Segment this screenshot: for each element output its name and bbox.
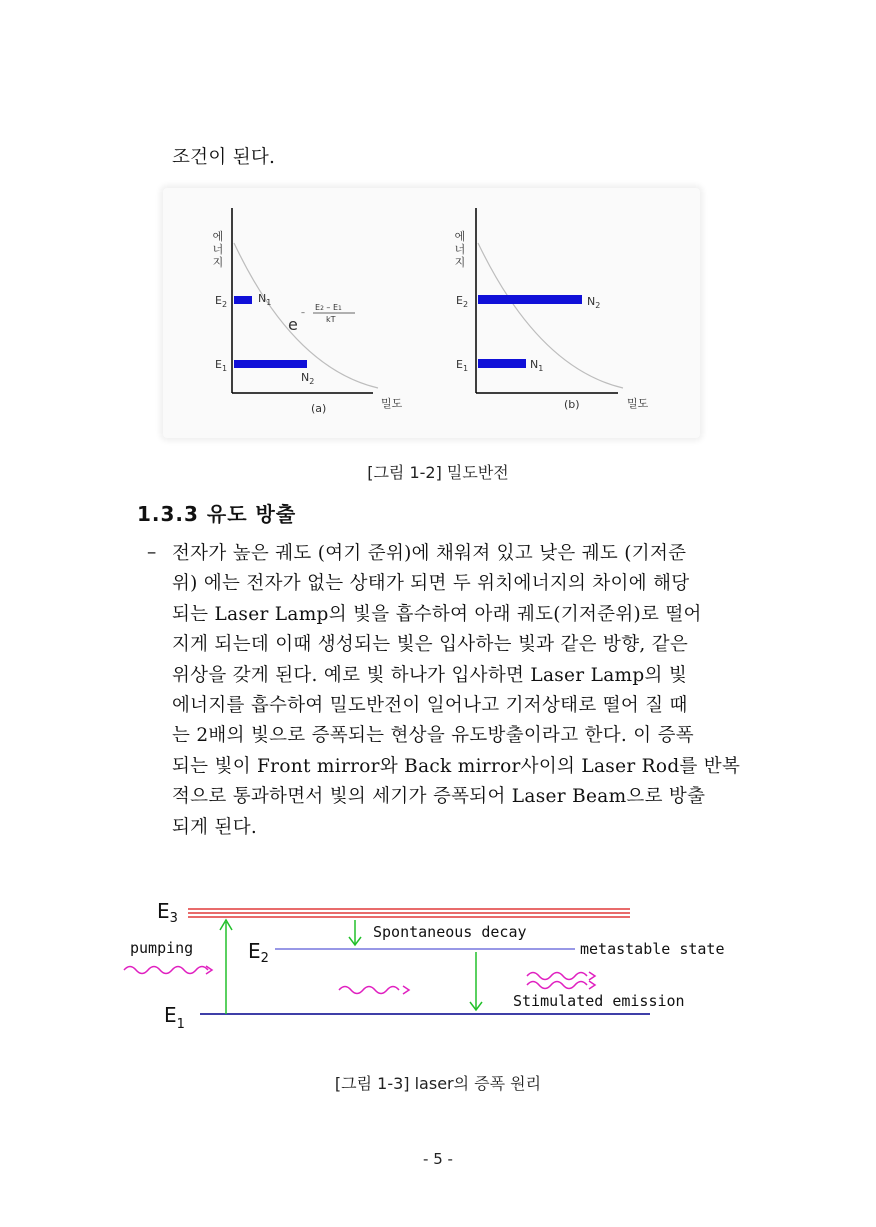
paragraph-line: 지게 되는데 이때 생성되는 빛은 입사하는 빛과 같은 방향, 같은 <box>172 634 689 656</box>
panel-b-energy-label-3: 지 <box>454 256 466 269</box>
panel-b-x-axis-label: 밀도 <box>627 397 649 410</box>
paragraph-line: 위) 에는 전자가 없는 상태가 되면 두 위치에너지의 차이에 해당 <box>172 573 690 595</box>
e1-label: $E_1$ <box>164 1003 185 1032</box>
figure-density-inversion <box>163 188 700 438</box>
panel-a-formula-e: e <box>288 315 298 334</box>
laser-amplification-diagram <box>120 890 760 1040</box>
paragraph-line: 는 2배의 빛으로 증폭되는 현상을 유도방출이라고 한다. 이 증폭 <box>172 725 694 747</box>
e2-label: $E_2$ <box>248 939 269 966</box>
paragraph-line: 되게 된다. <box>172 816 258 838</box>
incoming-photon-arrowhead <box>403 986 409 994</box>
panel-b-e2-label: $E_2$ <box>456 294 469 309</box>
emitted-photon-wave-1 <box>527 973 587 980</box>
panel-a-n2-label: $N_2$ <box>301 371 315 386</box>
paragraph-line: 되는 빛이 Front mirror와 Back mirror사이의 Laser Rod를 반복 <box>172 755 741 777</box>
panel-a-n1-label: $N_1$ <box>258 292 272 307</box>
panel-b-n2-label: $N_2$ <box>587 295 601 310</box>
panel-a-energy-label-3: 지 <box>212 256 224 269</box>
section-heading <box>137 498 296 527</box>
emitted-photon-wave-2 <box>527 982 587 989</box>
incoming-photon-wave <box>339 987 399 994</box>
paragraph-line: 전자가 높은 궤도 (여기 준위)에 채워져 있고 낮은 궤도 (기저준 <box>172 543 687 564</box>
panel-b-n1-label: $N_1$ <box>530 358 544 373</box>
panel-a-e2-label: $E_2$ <box>215 294 228 309</box>
emitted-photon-arrowhead-1 <box>589 972 595 980</box>
paragraph-line: 에너지를 흡수하여 밀도반전이 일어나고 기저상태로 떨어 질 때 <box>172 694 688 716</box>
paragraph-stimulated-emission <box>172 539 740 843</box>
section-title: 유도 방출 <box>206 502 297 526</box>
pumping-wave-arrowhead <box>206 966 212 974</box>
spontaneous-decay-label: Spontaneous decay <box>373 923 527 941</box>
panel-a-energy-label-2: 너 <box>212 243 224 256</box>
intro-line: 조건이 된다. <box>172 147 276 168</box>
panel-a-x-axis-label: 밀도 <box>381 397 403 410</box>
pumping-wave <box>124 967 208 974</box>
page-number: - 5 - <box>423 1150 453 1168</box>
panel-a-lower-bar <box>234 360 307 368</box>
e3-label: $E_3$ <box>157 899 178 926</box>
panel-b-e1-label: $E_1$ <box>456 358 469 373</box>
panel-b-energy-label-1: 에 <box>454 230 466 243</box>
panel-a-formula-numerator: E2 – E1 <box>315 303 342 312</box>
figure-1-3-caption: [그림 1-3] laser의 증폭 원리 <box>334 1074 542 1093</box>
panel-a-formula-denominator: kT <box>326 315 336 324</box>
panel-a-formula-minus: – <box>301 308 305 317</box>
pumping-label: pumping <box>130 939 194 957</box>
bullet-dash: – <box>147 542 157 563</box>
metastable-state-label: metastable state <box>580 940 725 958</box>
panel-b-energy-label-2: 너 <box>454 243 466 256</box>
figure-1-2-caption: [그림 1-2] 밀도반전 <box>367 463 509 482</box>
density-inversion-diagram <box>163 188 700 438</box>
panel-a-e1-label: $E_1$ <box>215 358 228 373</box>
panel-b-upper-bar <box>478 295 582 304</box>
panel-b-tag: (b) <box>564 398 580 411</box>
panel-a-upper-bar <box>234 296 252 304</box>
emitted-photon-arrowhead-2 <box>589 981 595 989</box>
panel-b-lower-bar <box>478 359 526 368</box>
stimulated-emission-label: Stimulated emission <box>513 992 685 1010</box>
panel-a-energy-label-1: 에 <box>212 230 224 243</box>
paragraph-line: 위상을 갖게 된다. 예로 빛 하나가 입사하면 Laser Lamp의 빛 <box>172 664 688 686</box>
paragraph-line: 적으로 통과하면서 빛의 세기가 증폭되어 Laser Beam으로 방출 <box>172 786 706 808</box>
paragraph-line: 되는 Laser Lamp의 빛을 흡수하여 아래 궤도(기저준위)로 떨어 <box>172 603 702 625</box>
panel-a-tag: (a) <box>311 402 327 415</box>
section-number: 1.3.3 <box>137 502 199 526</box>
